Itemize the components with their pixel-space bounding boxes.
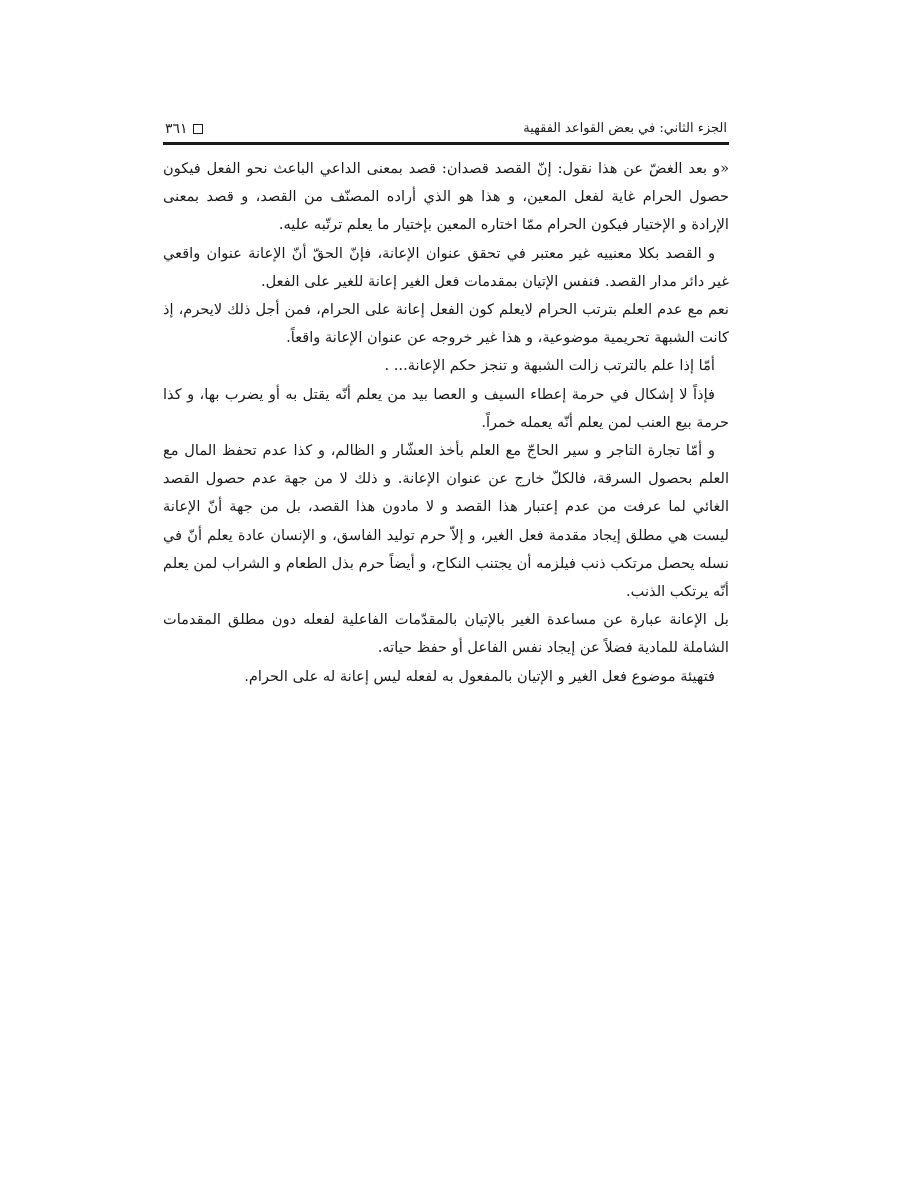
page-header (163, 108, 729, 142)
paragraph: و أمّا تجارة التاجر و سير الحاجّ مع العلم بأخذ العشّار و الظالم، و كذا عدم تحفظ المال مع العلم بحصول السرقة، فالكلّ خارج عن عنوان الإعانة. و ذلك لا من جهة عدم حصول القصد الغائي لما عرفت من عدم إعتبار هذا القصد و لا مادون هذا القصد، بل من جهة أنّ الإعانة ليست هي مطلق إيجاد مقدمة فعل الغير، و إلاّ حرم توليد الفاسق، و الإنسان عادة يعلم أنّ في نسله يحصل مرتكب ذنب فيلزمه أن يجتنب النكاح، و أيضاً حرم بذل الطعام و الشراب لمن يعلم أنّه يرتكب الذنب. (163, 442, 729, 601)
paragraph: «و بعد الغضّ عن هذا نقول: إنّ القصد قصدان: قصد بمعنى الداعي الباعث نحو الفعل فيكون حصول الحرام غاية لفعل المعين، و هذا هو الذي أراده المصنّف من القصد، و قصد بمعنى الإرادة و الإختيار فيكون الحرام ممّا اختاره المعين بإختيار ما يعلم ترتّبه عليه. (163, 160, 729, 234)
page-number: ٣٦١ (165, 121, 188, 137)
paragraph: فإذاً لا إشكال في حرمة إعطاء السيف و العصا بيد من يعلم أنّه يقتل به أو يضرب بها، و كذا حرمة بيع العنب لمن يعلم أنّه يعمله خمراً. (163, 385, 729, 431)
book-page (163, 108, 729, 691)
page-body (163, 145, 729, 691)
paragraph: أمّا إذا علم بالترتب زالت الشبهة و تنجز حكم الإعانة... . (384, 357, 715, 375)
running-title: الجزء الثاني: في بعض القواعد الفقهية (523, 121, 727, 136)
page-folio (165, 120, 203, 138)
paragraph: فتهيئة موضوع فعل الغير و الإتيان بالمفعول به لفعله ليس إعانة له على الحرام. (244, 667, 715, 685)
paragraph: و القصد بكلا معنييه غير معتبر في تحقق عنوان الإعانة، فإنّ الحقّ أنّ الإعانة عنوان واقعي غير دائر مدار القصد. فنفس الإتيان بمقدمات فعل الغير إعانة للغير على الفعل. (163, 244, 729, 290)
paragraph: بل الإعانة عبارة عن مساعدة الغير بالإتيان بالمقدّمات الفاعلية لفعله دون مطلق المقدمات الشاملة للمادية فضلاً عن إيجاد نفس الفاعل أو حفظ حياته. (163, 611, 729, 657)
square-outline-icon (193, 124, 203, 134)
paragraph: نعم مع عدم العلم بترتب الحرام لايعلم كون الفعل إعانة على الحرام، فمن أجل ذلك لايحرم، إذ كانت الشبهة تحريمية موضوعية، و هذا غير خروجه عن عنوان الإعانة واقعاً. (163, 301, 729, 347)
